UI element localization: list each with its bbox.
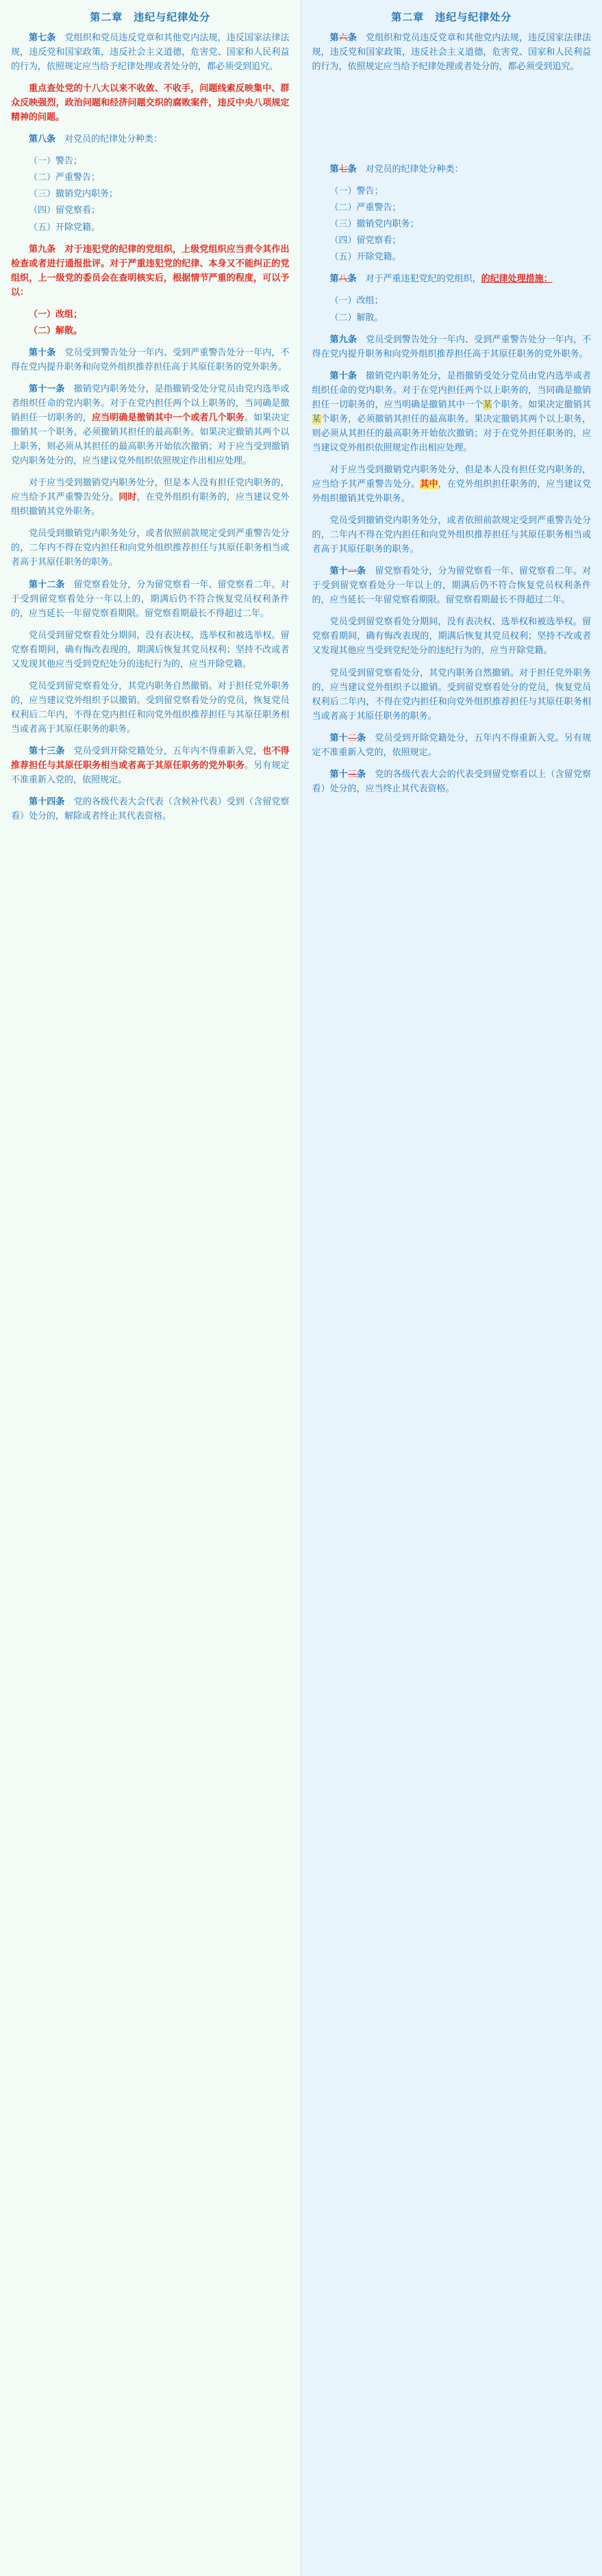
article-number: 条 bbox=[357, 769, 366, 780]
text-run: 某 bbox=[312, 413, 321, 424]
text-run: 党的各级代表大会的代表受到留党察看以上（含留党察看）处分的，应当终止其代表资格。 bbox=[312, 769, 591, 794]
article-number: 第十四条 bbox=[29, 797, 65, 808]
text-run: ，在党外组织有职务的，应当建议党外组织撤销其党外职务。 bbox=[11, 492, 290, 518]
paragraph bbox=[312, 369, 592, 455]
paragraph bbox=[312, 513, 592, 557]
paragraph bbox=[11, 31, 290, 74]
text-run: 某 bbox=[483, 399, 492, 410]
list-item: （一）改组； bbox=[29, 309, 83, 320]
text-run: 对党员的纪律处分种类： bbox=[55, 134, 163, 145]
text-run: 党员受到开除党籍处分，五年内不得重新入党， bbox=[64, 745, 263, 756]
punishment-list bbox=[312, 294, 592, 324]
article-number: 第十 bbox=[329, 732, 348, 743]
text-run: 党员受到撤销党内职务处分，或者依照前款规定受到严重警告处分的，二年内不得在党内担任和向党外组织推荐担任与其原任职务相当或者高于其原任职务的职务。 bbox=[11, 528, 290, 568]
paragraph bbox=[312, 767, 592, 796]
paragraph bbox=[312, 162, 592, 177]
text-run: 严重违犯党的纪律、本身又不能纠正的党组织，上一级党的委员会在查明核实后，根据情节严重的程度，可以予以： bbox=[11, 258, 290, 298]
text-run: 的纪律处理措施： bbox=[481, 274, 553, 285]
article-number: 条 bbox=[347, 33, 358, 43]
text-run: 八 bbox=[338, 274, 348, 285]
list-item: （三）撤销党内职务； bbox=[29, 189, 118, 200]
text-run: 一 bbox=[347, 566, 357, 577]
text-run: 党的各级代表大会代表（含候补代表）受到（含留党察看）处分的，解除或者终止其代表资格。 bbox=[11, 797, 290, 822]
text-run: 。如果决定撤销其一个职务，必须撤销其担任的最高职务。如果决定撤销其两个以上职务，则必须从其担任的最高职务开始依次撤销；对于应当受到撤销党内职务处分的，应当建议党外组织依照规定作出相应处理。 bbox=[11, 413, 290, 467]
paragraph bbox=[11, 628, 290, 672]
paragraph bbox=[11, 382, 290, 468]
text-run: 二 bbox=[347, 732, 357, 743]
text-run: 党员受到开除党籍处分，五年内不得重新入党。另有规定不准重新入党的，依照规定。 bbox=[312, 732, 591, 758]
paragraph-spacer bbox=[312, 81, 592, 162]
text-run: 党组织和党员违反党章 bbox=[55, 33, 155, 43]
list-item: （二）严重警告； bbox=[329, 203, 401, 214]
text-run: 。另有规定不准重新入党的，依照规定。 bbox=[11, 761, 290, 786]
paragraph bbox=[312, 333, 592, 361]
article-number: 第 bbox=[329, 274, 339, 285]
paragraph bbox=[11, 132, 290, 146]
text-run: 也不得推荐担任与其原任职务相当或者高于其原任职务的党外职务 bbox=[11, 745, 290, 771]
article-number: 第八条 bbox=[29, 134, 56, 145]
article-number: 第十三条 bbox=[29, 745, 65, 756]
text-run: 党组织和党员违反党章和其他党内法规，违反国家法律法规，违反党和国家政策，违反社会主义道德，危害党、国家和人民利益的行为，依照规定应当给予纪律处理或者处分的，都必须受到追究。 bbox=[312, 33, 591, 73]
text-run: 应当明确是撤销其中一个或者几个职务 bbox=[92, 413, 245, 424]
text-run: 党员受到警告处分一年内、受到严重警告处分一年内，不得在党内提升职务和向党外组织推荐担任高于其原任职务的党外职务。 bbox=[11, 347, 290, 372]
article-number: 条 bbox=[357, 732, 366, 743]
text-run: 留党察看处分，分为留党察看一年、留党察看二年。对于受到留党察看处分一年以上的，期满后仍不符合恢复党员权利条件的，应当延长一年留党察看期限。留党察看期最长不得超过二年。 bbox=[11, 579, 290, 619]
list-item: （四）留党察看； bbox=[329, 235, 401, 246]
article-number: 第十条 bbox=[29, 347, 56, 358]
text-run: 第九条 bbox=[29, 244, 56, 255]
paragraph bbox=[11, 744, 290, 787]
paragraph bbox=[11, 578, 290, 621]
paragraph bbox=[11, 81, 290, 125]
article-number: 条 bbox=[347, 274, 357, 285]
list-item: （一）警告； bbox=[329, 186, 384, 197]
article-number: 第十 bbox=[329, 566, 348, 577]
text-run: 重点查处党的十八大以来不收敛、不收手，问题线索反映集中、群众反映强烈，政治问题和经济问题交织的腐败案件，违反中央八项规定精神的问题。 bbox=[11, 84, 290, 123]
text-run: 个职务，必须撤销其担任的最高职务。果决定撤销其两个以上职务，则必须从其担任的最高职务开始依次撤销；对于在党外担任职务的，应当建议党外组织依照规定作出相应处理。 bbox=[312, 413, 591, 453]
text-run: 三 bbox=[347, 769, 357, 780]
paragraph bbox=[312, 731, 592, 760]
chapter-title-right: 第二章 违纪与纪律处分 bbox=[391, 11, 512, 23]
paragraph bbox=[312, 615, 592, 658]
text-run: 七 bbox=[338, 164, 348, 175]
list-item: （五）开除党籍。 bbox=[329, 252, 401, 263]
text-run: 党员受到留党察看处分，其党内职务自然撤销。对于担任党外职务的，应当建议党外组织予以撤销。受到留党察看处分的党员，恢复党员权利后二年内，不得在党内担任和向党外组织推荐担任与其原任职务相当或者高于其原任职务的职务。 bbox=[312, 667, 591, 722]
text-run: 留党察看处分，分为留党察看一年、留党察看二年。对于受到留党察看处分一年以上的，期满后仍不符合恢复党员权利条件的，应当延长一年留党察看期限。留党察看期最长不得超过二年。 bbox=[312, 566, 591, 606]
text-run: 对于严重违犯党纪的党组织， bbox=[356, 274, 481, 285]
paragraph bbox=[312, 666, 592, 724]
text-run: 党员受到留党察看处分期间，没有表决权、选举权和被选举权。留党察看期间，确有悔改表现的，期满后恢复其党员权利；坚持不改或者又发现其他应当受到党纪处分的违纪行为的，应当开除党籍。 bbox=[11, 630, 290, 669]
article-number: 第十二条 bbox=[29, 579, 65, 590]
text-run: 对于违犯党的纪律的党组织，上级党组织应当责令其作出检查或者进行通报批评。对于 bbox=[11, 244, 290, 269]
text-run: 党员受到留党察看处分期间，没有表决权、选举权和被选举权。留党察看期间，确有悔改表现的，期满后恢复其党员权利；坚持不改或者又发现其他应当受到党纪处分的违纪行为的，应当开除党籍。 bbox=[312, 617, 591, 656]
text-run: 党员受到留党察看处分，其党内职务自然撤销。对于担任党外职务的，应当建议党外组织予以撤销。受到留党察看处分的党员，恢复党员权利后二年内，不得在党内担任和向党外组织推荐担任与其原任职务相当或者高于其原任职务的职务。 bbox=[11, 680, 290, 735]
text-run: ，在党外组织担任职务的，应当建议党外组织撤销其党外职务。 bbox=[312, 479, 591, 505]
text-run: 党员受到警告处分一年内、受到严重警告处分一年内，不得在党内提升职务和向党外组织推荐担任高于其原任职务的党外职务。 bbox=[312, 334, 591, 359]
punishment-list bbox=[312, 184, 592, 264]
article-number: 第十 bbox=[329, 769, 348, 780]
list-item: （一）改组； bbox=[329, 296, 384, 307]
paragraph bbox=[312, 463, 592, 506]
article-number: 第 bbox=[329, 164, 339, 175]
article-number: 第十条 bbox=[329, 370, 357, 381]
article-number: 条 bbox=[357, 566, 366, 577]
list-item: （五）开除党籍。 bbox=[29, 222, 101, 233]
article-number: 第七条 bbox=[29, 33, 56, 43]
text-run: 对于应当受到撤销党内职务处分，但是本人没有担任党内职务的，应当给予其严重警告处分。 bbox=[11, 478, 290, 503]
text-run: 党员受到撤销党内职务处分，或者依照前款规定受到严重警告处分的，二年内不得在党内担任和向党外组织推荐担任与其原任职务相当或者高于其原任职务的职务。 bbox=[312, 515, 591, 555]
list-item: （二）严重警告； bbox=[29, 173, 101, 183]
text-run: 撤销党内职务处分，是指撤销受处分党员由党内选举或者组织任命的党内职务。对于在党内担任两个以上职务的，当同确是撤销担任一切职务的，应当明确是撤销其中一个 bbox=[312, 370, 591, 410]
text-run: 其中 bbox=[420, 479, 438, 489]
paragraph bbox=[312, 272, 592, 286]
article-number: 第 bbox=[329, 33, 339, 43]
text-run: 对党员的纪律处分种类： bbox=[356, 164, 464, 175]
paragraph bbox=[11, 242, 290, 300]
paragraph bbox=[11, 679, 290, 737]
article-number: 第九条 bbox=[329, 334, 357, 345]
paragraph bbox=[11, 476, 290, 519]
list-item: （四）留党察看； bbox=[29, 205, 101, 216]
text-run: 撤销党内职务处分，是指撤销受处分党员由党内选举或者组织任命的党内职务。对于在党内担任两个以上职务的，当同确是撤销担任一切职务的， bbox=[11, 383, 290, 424]
text-run: 对于应当受到撤销党内职务处分，但是本人没有担任党内职务的，应当给予其严重警告处分。 bbox=[312, 464, 591, 489]
right-body bbox=[301, 31, 602, 811]
text-run: 同时 bbox=[118, 492, 137, 503]
left-body bbox=[0, 31, 301, 838]
article-number: 第十一条 bbox=[29, 383, 65, 394]
list-item: （二）解散。 bbox=[329, 312, 384, 323]
list-item: （一）警告； bbox=[29, 156, 83, 167]
right-column-revised bbox=[301, 0, 602, 2576]
list-item: （三）撤销党内职务； bbox=[329, 219, 419, 230]
paragraph bbox=[11, 795, 290, 824]
article-number: 条 bbox=[347, 164, 357, 175]
paragraph bbox=[11, 526, 290, 570]
paragraph bbox=[312, 564, 592, 607]
punishment-list bbox=[11, 307, 290, 338]
punishment-list bbox=[11, 154, 290, 234]
text-run: 和其他党内法规，违反国家法律法规，违反党和国家政策，违反社会主义道德，危害党、国家和人民利益的行为，依照规定应当给予纪律处理或者处分的，都必须受到追究。 bbox=[11, 33, 290, 73]
list-item: （二）解散。 bbox=[29, 325, 83, 336]
text-run: 个职务。如果决定撤销其 bbox=[492, 399, 591, 410]
text-run: 六 bbox=[338, 33, 348, 43]
paragraph bbox=[11, 346, 290, 374]
chapter-title-left: 第二章 违纪与纪律处分 bbox=[90, 11, 211, 23]
paragraph bbox=[312, 31, 592, 74]
